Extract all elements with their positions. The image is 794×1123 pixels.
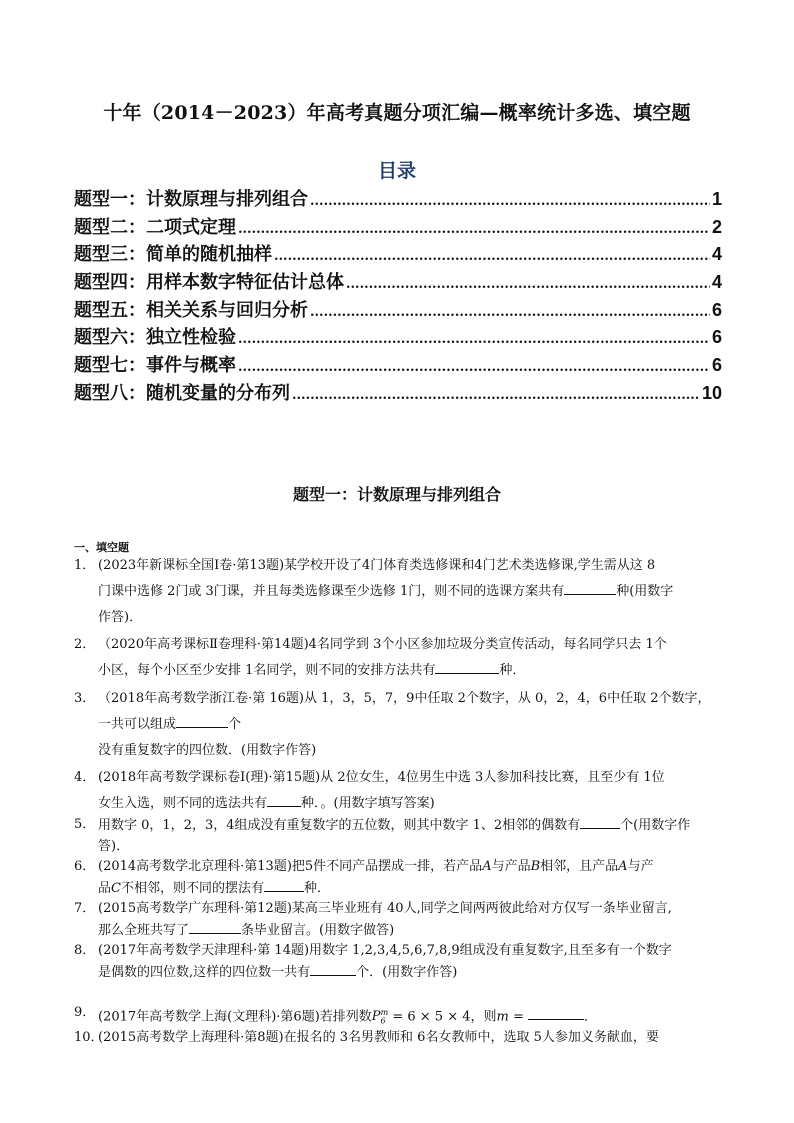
question-text-line: (2014高考数学北京理科·第13题)把5件不同产品摆成一排，若产品A与产品B相邻，且产品A与产 [98,859,654,874]
question-text: (2015高考数学上海理科·第8题)在报名的 3名男教师和 6名女教师中，选取 5人参加义务献血，要 [98,1030,659,1045]
answer-blank[interactable] [310,961,356,976]
answer-blank[interactable] [189,919,241,934]
question-text-line: 是偶数的四位数,这样的四位数一共有 个．(用数字作答) [98,961,724,983]
toc-leader [292,388,700,403]
question-number: 10． [74,1030,104,1045]
question-3 [74,686,724,764]
toc-entry[interactable] [74,379,722,407]
question-number: 8． [74,943,96,958]
question-number: 9． [74,1005,96,1020]
question-2 [74,632,724,684]
question-text: (2023年新课标全国Ⅰ卷·第13题)某学校开设了4门体育类选修课和4门艺术类选修课,学生需从这 8 [98,558,656,573]
answer-blank[interactable] [564,580,616,595]
document-title: 十年（2014－2023）年高考真题分项汇编—概率统计多选、填空题 [103,102,691,124]
toc-entry-label: 题型四：用样本数字特征估计总体 [74,272,344,294]
toc-entry-label: 题型六：独立性检验 [74,327,236,349]
question-text-line: 品C不相邻，则不同的摆法有 种． [98,877,724,899]
toc-leader [346,277,710,292]
question-7 [74,898,724,941]
table-of-contents [74,185,722,407]
toc-entry-label: 题型八：随机变量的分布列 [74,382,290,404]
toc-entry[interactable] [74,351,722,379]
toc-entry-page: 6 [711,299,722,320]
toc-entry-label: 题型三：简单的随机抽样 [74,244,272,266]
question-text: (2017年高考数学天津理科·第 14题)用数字 1,2,3,4,5,6,7,8,9组成没有重复数字,且至多有一个数字 [98,943,672,958]
toc-entry-page: 4 [711,244,722,265]
question-text: 答)． [98,839,130,854]
sub-heading: 一、填空题 [74,541,129,554]
question-6 [74,856,724,899]
toc-entry-page: 6 [711,327,722,348]
question-text: （2018年高考数学浙江卷·第 16题)从 1，3，5，7，9中任取 2个数字，从 0，2，4，6中任取 2个数字， [98,691,711,706]
math-variable: m [496,1009,509,1025]
toc-leader [310,305,710,320]
question-4 [74,765,724,817]
permutation-symbol: $P_6^m$ [371,1008,389,1026]
question-number: 5． [74,817,96,832]
toc-entry[interactable] [74,185,722,213]
question-text-line: 门课中选修 2门或 3门课，并且每类选修课至少选修 1门，则不同的选课方案共有 种(用数字 [98,579,724,605]
question-text-line: 小区，每个小区至少安排 1名同学，则不同的安排方法共有 种． [98,658,724,684]
math-variable: B [530,859,541,874]
toc-leader [238,222,710,237]
question-number: 6． [74,859,96,874]
question-number: 7． [74,901,96,916]
toc-entry[interactable] [74,213,722,241]
question-1 [74,553,724,631]
answer-blank[interactable] [267,792,301,807]
question-5 [74,814,724,857]
question-number: 4． [74,770,96,785]
question-text: 作答)． [98,610,143,625]
section-title: 题型一：计数原理与排列组合 [292,485,501,504]
math-variable: C [111,881,121,896]
toc-entry-page: 10 [701,382,722,403]
toc-entry-label: 题型七：事件与概率 [74,355,236,377]
question-text-line: 那么全班共写了 条毕业留言。(用数字做答) [98,919,724,941]
question-number: 3． [74,691,96,706]
question-text-line: 女生入选，则不同的选法共有 种．。(用数字填写答案) [98,791,724,817]
toc-leader [310,194,710,209]
toc-leader [238,360,710,375]
question-text-line: 一共可以组成 个 [98,712,724,738]
question-8 [74,940,724,983]
question-number: 1． [74,558,96,573]
question-text: (2018年高考数学课标卷Ⅰ(理)·第15题)从 2位女生，4位男生中选 3人参加科技比赛，且至少有 1位 [98,770,665,785]
math-variable: A [618,859,628,874]
toc-heading: 目录 [377,160,416,182]
answer-blank[interactable] [435,659,499,674]
toc-entry[interactable] [74,268,722,296]
toc-entry[interactable] [74,296,722,324]
toc-entry-page: 1 [711,189,722,209]
answer-blank[interactable] [176,713,228,728]
answer-blank[interactable] [528,1005,584,1020]
question-text: （2020年高考课标Ⅱ卷理科·第14题)4名同学到 3个小区参加垃圾分类宣传活动，每名同学只去 1个 [98,637,667,652]
toc-entry-label: 题型二：二项式定理 [74,216,236,238]
question-text: 没有重复数字的四位数．(用数字作答) [98,743,317,758]
toc-entry[interactable] [74,240,722,268]
math-equation: = 6 × 5 × 4 [388,1009,471,1025]
math-variable: A [482,859,492,874]
question-number: 2． [74,637,96,652]
answer-blank[interactable] [264,877,304,892]
question-text: (2015高考数学广东理科·第12题)某高三毕业班有 40人,同学之间两两彼此给对方仅写一条毕业留言, [98,901,672,916]
toc-entry-page: 2 [711,216,722,237]
toc-entry-page: 4 [711,272,722,293]
toc-entry-page: 6 [711,355,722,376]
toc-leader [238,332,710,347]
toc-entry-label: 题型一：计数原理与排列组合 [74,189,308,210]
question-10 [74,1027,724,1048]
question-text-line: (2017年高考数学上海(文理科)·第6题)若排列数$P_6^m = 6 \times 5 \times 4$，则m = ． [98,1002,724,1032]
answer-blank[interactable] [580,814,620,829]
toc-entry[interactable] [74,323,722,351]
toc-entry-label: 题型五：相关关系与回归分析 [74,299,308,321]
question-text-line: 用数字 0，1，2，3，4组成没有重复数字的五位数，则其中数字 1、2相邻的偶数有 个(用数字作 [98,814,724,836]
toc-leader [274,249,710,264]
